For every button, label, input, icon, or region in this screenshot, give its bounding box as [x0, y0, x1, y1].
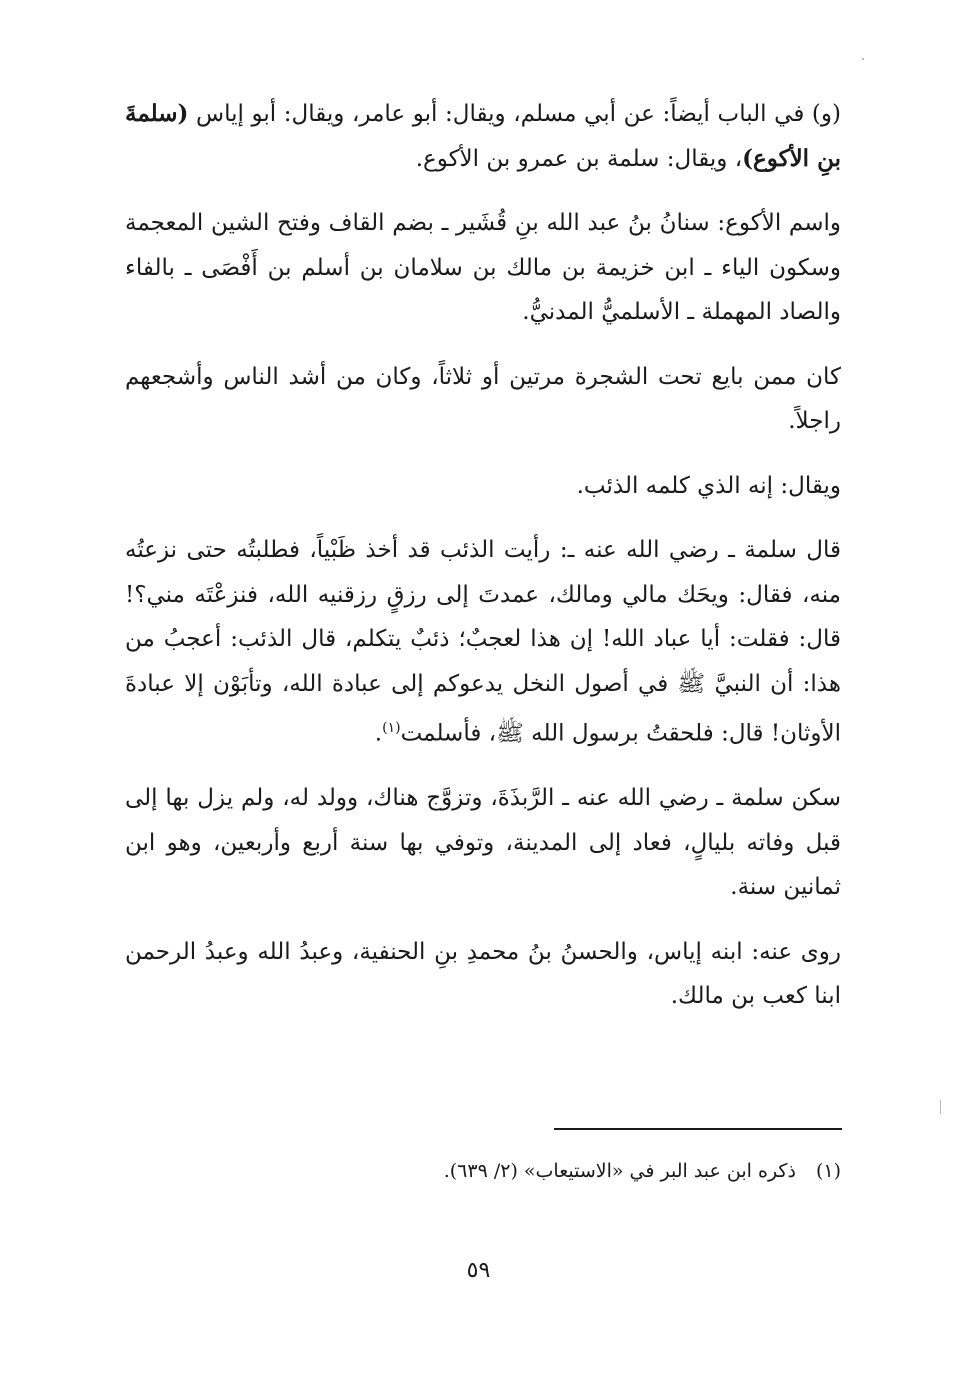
- paragraph-5-text: قال سلمة ـ رضي الله عنه ـ: رأيت الذئب قد أخذ ظَبْياً، فطلبتُه حتى نزعتُه منه، فقال: ويحَك مالي ومالك، عمدتَ إلى رزقٍ رزقنيه الله، فنزعْتَه مني؟! قال: فقلت: أيا عباد الله! إن هذا لعجبٌ؛ ذئبٌ يتكلم، قال الذئب: أعجبُ من هذا: أن النبيَّ ﷺ في أصول النخل يدعوكم إلى عبادة الله، وتأبَوْن إلا عبادةَ الأوثان! قال: فلحقتُ برسول الله ﷺ، فأسلمت: [125, 537, 841, 747]
- scan-speck: [940, 1100, 941, 1114]
- scan-speck: [862, 58, 864, 60]
- paragraph-5-end: .: [374, 720, 383, 747]
- paragraph-1-after: ، ويقال: سلمة بن عمرو بن الأكوع.: [415, 145, 743, 172]
- main-text: [125, 92, 841, 1039]
- paragraph-5: [125, 528, 841, 756]
- paragraph-2: واسم الأكوع: سنانُ بنُ عبد الله بنِ قُشَير ـ بضم القاف وفتح الشين المعجمة وسكون الياء ـ ابن خزيمة بن مالك بن سلامان بن أسلم بن أَفْصَى ـ بالفاء والصاد المهملة ـ الأسلميُّ المدنيُّ.: [125, 210, 841, 325]
- paragraph-4: ويقال: إنه الذي كلمه الذئب.: [576, 472, 841, 499]
- companion-name: (سلمةَ بنِ الأكوع): [125, 100, 841, 172]
- page-number: ٥٩: [466, 1258, 491, 1283]
- paragraph-7: روى عنه: ابنه إياس، والحسنُ بنُ محمدِ بنِ الحنفية، وعبدُ الله وعبدُ الرحمن ابنا كعب بن مالك.: [125, 938, 841, 1010]
- paragraph-6: سكن سلمة ـ رضي الله عنه ـ الرَّبذَةَ، وتزوَّج هناك، وولد له، ولم يزل بها إلى قبل وفاته بليالٍ، فعاد إلى المدينة، وتوفي بها سنة أربع وأربعين، وهو ابن ثمانين سنة.: [125, 785, 841, 901]
- footnote-reference: (١): [382, 720, 401, 736]
- paragraph-1-before: (و) في الباب أيضاً: عن أبي مسلم، ويقال: أبو عامر، ويقال: أبو إياس: [188, 101, 841, 127]
- footnote-text: ذكره ابن عبد البر في «الاستيعاب» (٢/ ٦٣٩).: [443, 1160, 796, 1182]
- paragraph-1: [125, 92, 841, 181]
- footnote: [141, 1156, 841, 1186]
- paragraph-3: كان ممن بايع تحت الشجرة مرتين أو ثلاثاً، وكان من أشد الناس وأشجعهم راجلاً.: [125, 363, 841, 434]
- footnote-divider: [554, 1128, 842, 1130]
- footnote-number: (١): [815, 1160, 841, 1182]
